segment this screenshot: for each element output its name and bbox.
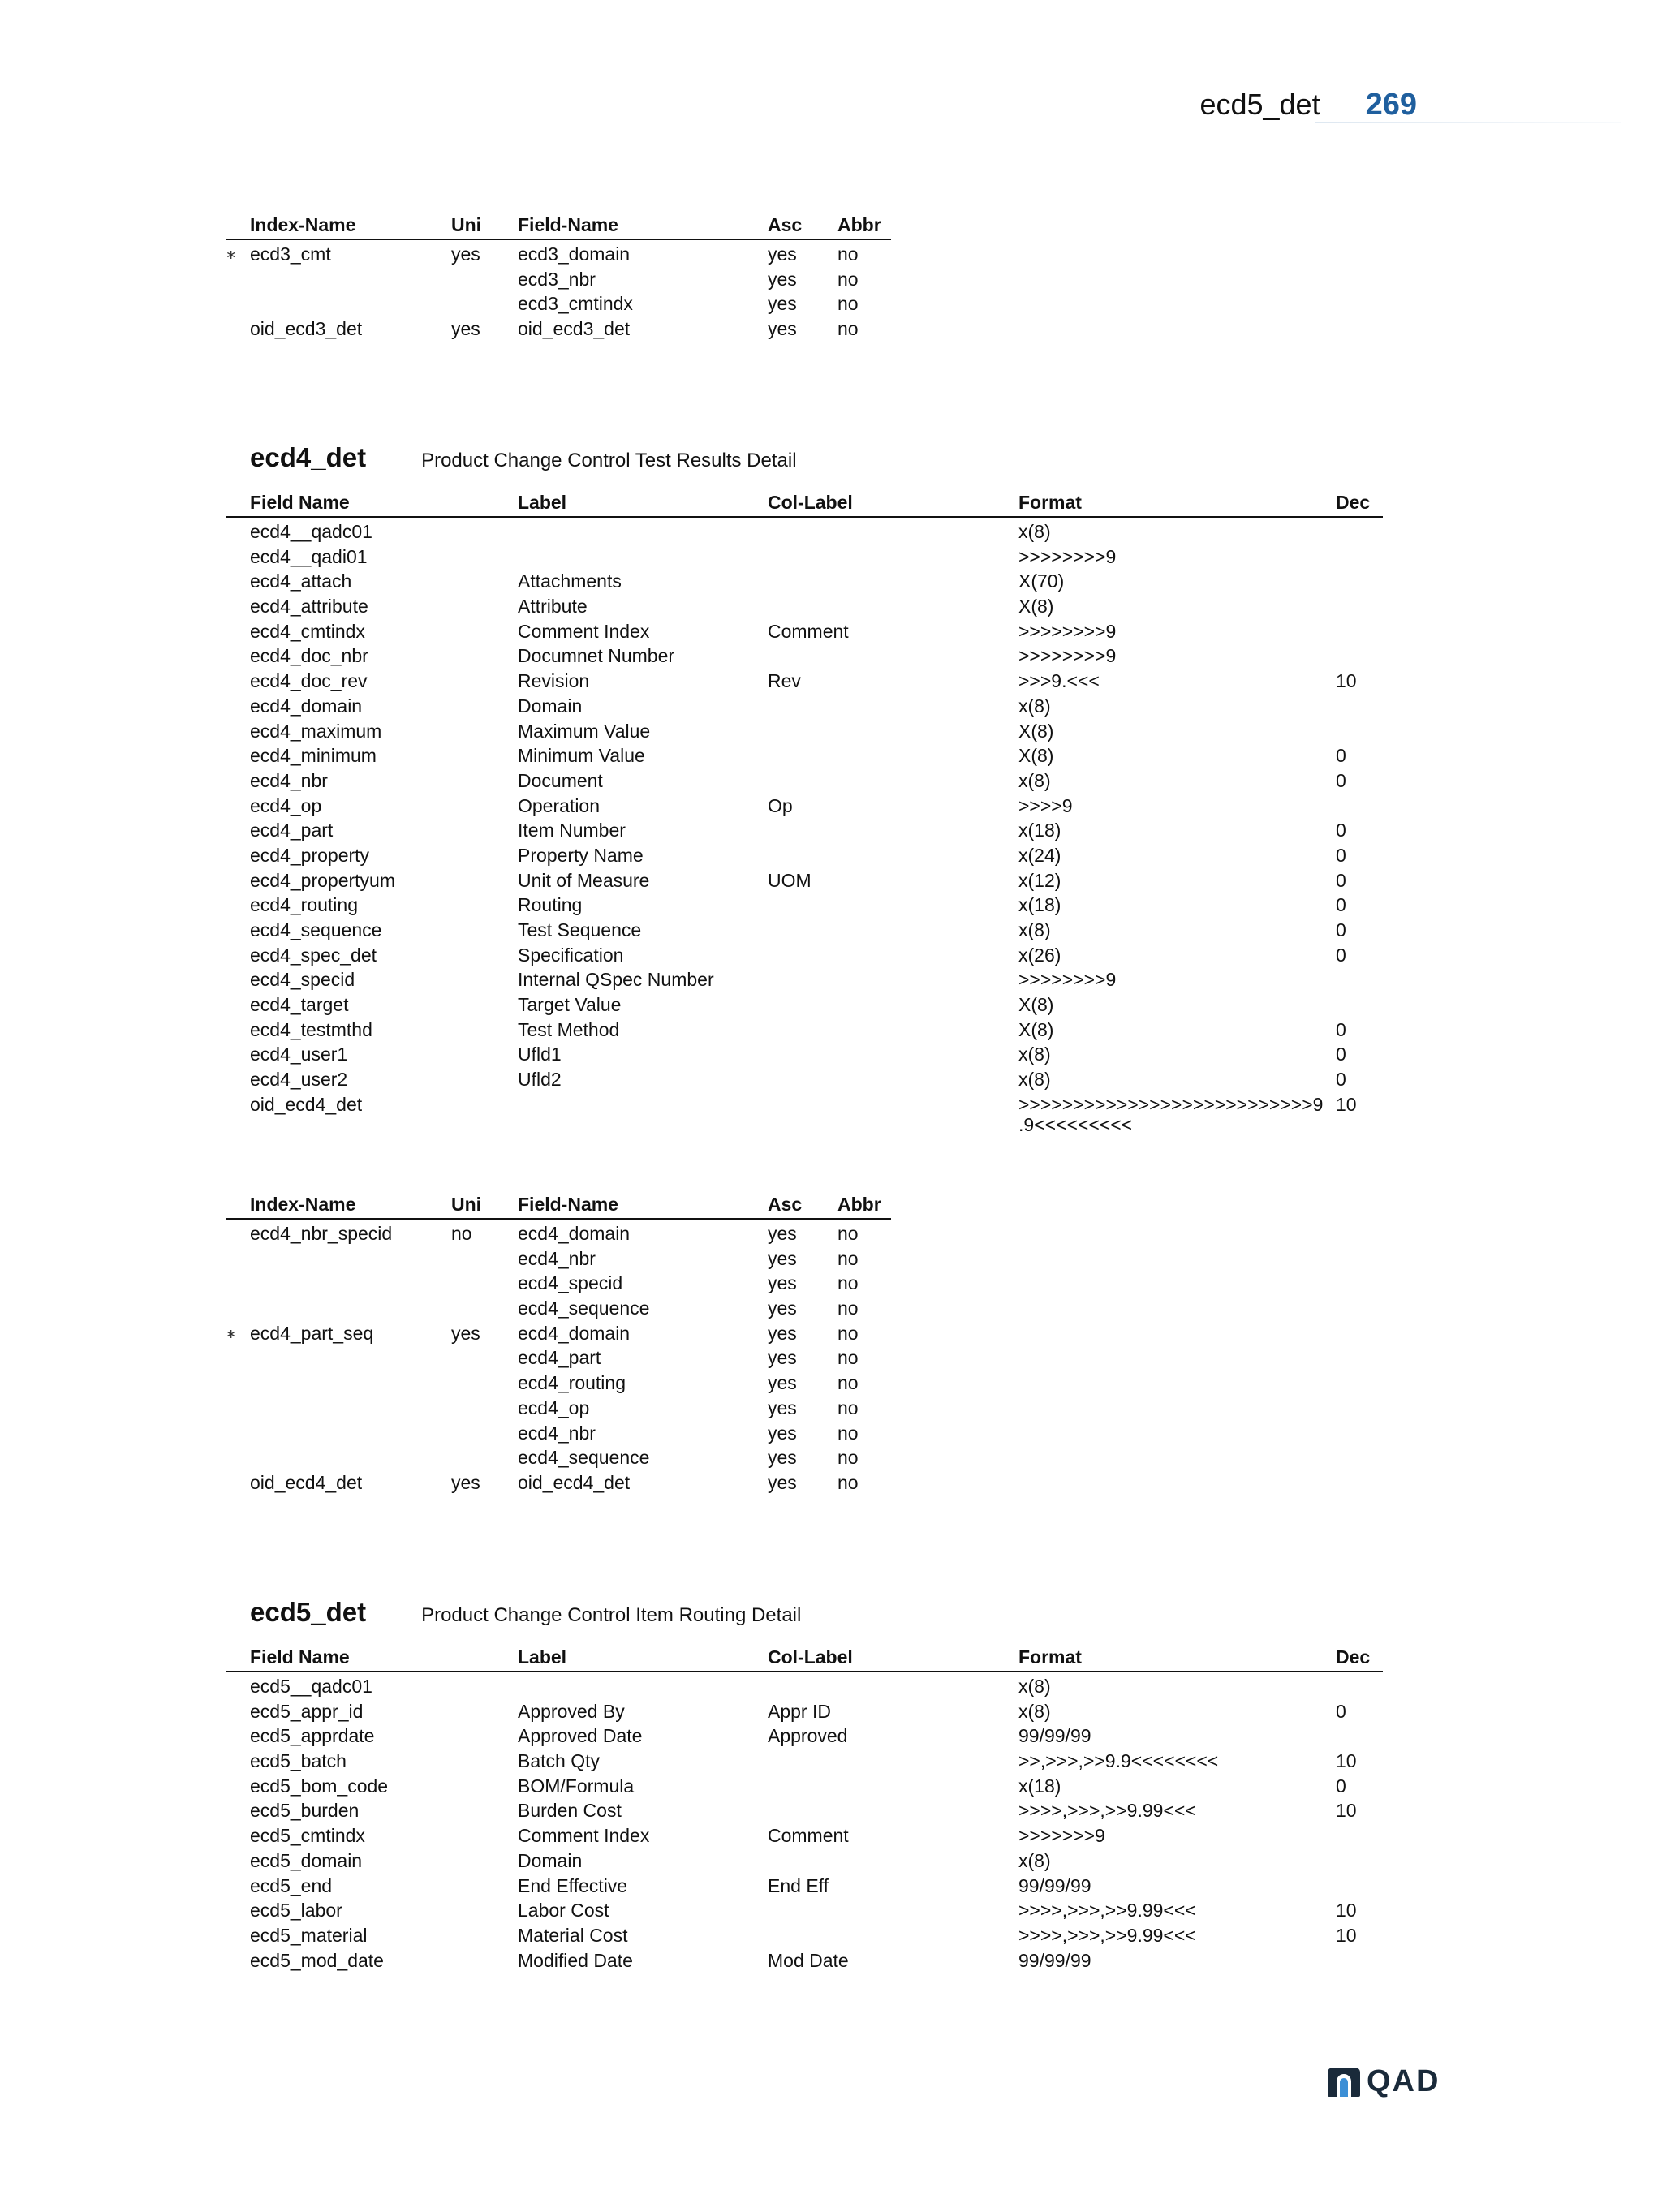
label-cell: Internal QSpec Number	[518, 969, 714, 991]
dec-cell: 10	[1336, 1900, 1357, 1922]
field-name-cell: ecd4_op	[250, 794, 322, 816]
format-cell: X(8)	[1018, 745, 1054, 767]
label-cell: Test Sequence	[518, 919, 642, 940]
ascending-cell: yes	[768, 1223, 797, 1244]
col-label-cell: Approved	[768, 1725, 848, 1747]
dec-cell: 0	[1336, 1044, 1346, 1065]
table-row	[226, 1344, 891, 1369]
unique-cell: no	[451, 1223, 472, 1244]
ascending-cell: yes	[768, 1298, 797, 1319]
label-cell: Comment Index	[518, 1825, 650, 1847]
table-row	[226, 1947, 1383, 1972]
ascending-cell: yes	[768, 243, 797, 265]
table-row	[226, 916, 1383, 941]
abbr-cell: no	[837, 243, 859, 265]
ascending-cell: yes	[768, 1247, 797, 1269]
format-cell: >>>>>>>9	[1018, 1825, 1105, 1847]
label-cell: Unit of Measure	[518, 869, 650, 891]
format-cell: >>>>,>>>,>>9.99<<<	[1018, 1924, 1196, 1946]
header-rule	[1315, 122, 1621, 123]
unique-cell: yes	[451, 1322, 480, 1344]
col-label-cell: Comment	[768, 620, 849, 642]
label-cell: Ufld2	[518, 1069, 562, 1091]
field-name-cell: ecd5_apprdate	[250, 1725, 375, 1747]
format-cell: x(26)	[1018, 944, 1061, 966]
ecd4-index-table	[226, 1194, 891, 1494]
field-name-cell: ecd4_attribute	[250, 596, 368, 618]
ecd3-index-table	[226, 214, 891, 340]
dec-cell: 10	[1336, 670, 1357, 692]
field-name-cell: ecd4_specid	[518, 1272, 623, 1294]
field-name-cell: ecd5_end	[250, 1874, 333, 1896]
field-name-cell: ecd5_material	[250, 1924, 368, 1946]
table-row	[226, 1319, 891, 1345]
label-cell: BOM/Formula	[518, 1775, 635, 1797]
label-cell: Material Cost	[518, 1924, 628, 1946]
format-cell: X(8)	[1018, 994, 1054, 1016]
table-header-row	[226, 214, 891, 240]
format-cell: x(18)	[1018, 1775, 1061, 1797]
table-row	[226, 290, 891, 315]
field-name-cell: ecd4_sequence	[518, 1298, 650, 1319]
abbr-cell: no	[837, 318, 859, 340]
abbr-cell: no	[837, 268, 859, 290]
table-row	[226, 1369, 891, 1394]
table-row	[226, 841, 1383, 867]
abbr-cell: no	[837, 1298, 859, 1319]
table-row	[226, 1469, 891, 1494]
format-cell: x(12)	[1018, 869, 1061, 891]
label-cell: Document	[518, 769, 603, 791]
dec-cell: 0	[1336, 1775, 1346, 1797]
table-row	[226, 692, 1383, 717]
field-name-cell: ecd5_bom_code	[250, 1775, 389, 1797]
index-name-cell: oid_ecd3_det	[250, 318, 363, 340]
label-cell: Operation	[518, 794, 601, 816]
primary-index-marker: ∗	[226, 248, 237, 262]
index-name-cell: oid_ecd4_det	[250, 1471, 363, 1493]
field-name-cell: ecd4_spec_det	[250, 944, 377, 966]
index-name-cell: ecd4_part_seq	[250, 1322, 374, 1344]
column-header: Field Name	[250, 1646, 350, 1668]
col-label-cell: Mod Date	[768, 1949, 849, 1971]
table-row	[226, 315, 891, 340]
format-cell: 99/99/99	[1018, 1874, 1091, 1896]
table-row	[226, 1896, 1383, 1922]
format-cell: X(8)	[1018, 596, 1054, 618]
field-name-cell: ecd5_domain	[250, 1849, 363, 1871]
field-name-cell: oid_ecd4_det	[250, 1093, 363, 1115]
ecd4-table-title	[250, 442, 797, 473]
format-cell: x(8)	[1018, 695, 1051, 717]
label-cell: Approved By	[518, 1700, 625, 1722]
column-header: Abbr	[837, 1194, 881, 1215]
table-row	[226, 618, 1383, 643]
label-cell: Ufld1	[518, 1044, 562, 1065]
format-cell: x(18)	[1018, 894, 1061, 916]
field-name-cell: ecd4_part	[518, 1347, 601, 1369]
field-name-cell: ecd5_labor	[250, 1900, 342, 1922]
field-name-cell: ecd5_burden	[250, 1800, 360, 1822]
field-name-cell: ecd4_attach	[250, 570, 352, 592]
format-cell: >>>>>>>>9	[1018, 545, 1117, 567]
abbr-cell: no	[837, 1422, 859, 1444]
column-header: Label	[518, 1646, 567, 1668]
table-row-continuation	[226, 1113, 1383, 1141]
table-header-row	[226, 1194, 891, 1220]
field-name-cell: oid_ecd3_det	[518, 318, 631, 340]
table-row	[226, 1797, 1383, 1822]
table-row	[226, 816, 1383, 841]
column-header: Dec	[1336, 492, 1371, 513]
table-row	[226, 592, 1383, 618]
label-cell: Minimum Value	[518, 745, 645, 767]
col-label-cell: Rev	[768, 670, 801, 692]
format-cell: >>>>,>>>,>>9.99<<<	[1018, 1900, 1196, 1922]
field-name-cell: ecd4__qadi01	[250, 545, 368, 567]
table-header-row	[226, 1646, 1383, 1672]
ascending-cell: yes	[768, 1347, 797, 1369]
table-row	[226, 767, 1383, 792]
table-row	[226, 1747, 1383, 1772]
format-cell: >>>>>>>>9	[1018, 620, 1117, 642]
table-row	[226, 240, 891, 265]
table-row	[226, 1772, 1383, 1797]
abbr-cell: no	[837, 1322, 859, 1344]
field-name-cell: ecd4_op	[518, 1396, 590, 1418]
field-name-cell: ecd4_property	[250, 844, 370, 866]
abbr-cell: no	[837, 1247, 859, 1269]
format-cell: X(8)	[1018, 1018, 1054, 1040]
field-name-cell: ecd4_sequence	[250, 919, 382, 940]
format-cell: 99/99/99	[1018, 1725, 1091, 1747]
table-row	[226, 1672, 1383, 1698]
table-row	[226, 1922, 1383, 1947]
field-name-cell: ecd5_cmtindx	[250, 1825, 365, 1847]
dec-cell: 10	[1336, 1800, 1357, 1822]
table-name: ecd5_det	[250, 1597, 367, 1627]
table-row	[226, 265, 891, 290]
field-name-cell: ecd4_cmtindx	[250, 620, 365, 642]
column-header: Col-Label	[768, 1646, 853, 1668]
format-cell: x(8)	[1018, 1069, 1051, 1091]
column-header: Col-Label	[768, 492, 853, 513]
label-cell: Domain	[518, 1849, 583, 1871]
page-header	[1199, 88, 1417, 123]
page-number: 269	[1365, 88, 1417, 122]
field-name-cell: ecd4_minimum	[250, 745, 377, 767]
table-description: Product Change Control Item Routing Detail	[421, 1604, 802, 1626]
format-cell: x(24)	[1018, 844, 1061, 866]
format-cell: X(70)	[1018, 570, 1065, 592]
column-header: Uni	[451, 214, 482, 235]
field-name-cell: ecd4_nbr	[518, 1247, 596, 1269]
abbr-cell: no	[837, 1272, 859, 1294]
format-cell: >>,>>>,>>9.9<<<<<<<<	[1018, 1750, 1219, 1772]
table-row	[226, 1016, 1383, 1041]
format-cell: X(8)	[1018, 720, 1054, 742]
table-row	[226, 1245, 891, 1270]
table-row	[226, 1847, 1383, 1872]
abbr-cell: no	[837, 1347, 859, 1369]
label-cell: Routing	[518, 894, 583, 916]
table-row	[226, 941, 1383, 966]
label-cell: Item Number	[518, 820, 626, 841]
field-name-cell: ecd4_routing	[518, 1372, 626, 1394]
unique-cell: yes	[451, 1471, 480, 1493]
column-header: Index-Name	[250, 1194, 356, 1215]
table-row	[226, 792, 1383, 817]
ascending-cell: yes	[768, 1272, 797, 1294]
table-row	[226, 543, 1383, 568]
qad-logo	[1328, 2064, 1440, 2099]
format-cell: x(8)	[1018, 521, 1051, 542]
ascending-cell: yes	[768, 1447, 797, 1469]
table-row	[226, 991, 1383, 1016]
table-row	[226, 867, 1383, 892]
dec-cell: 0	[1336, 869, 1346, 891]
table-row	[226, 1040, 1383, 1065]
table-row	[226, 1722, 1383, 1747]
label-cell: Labor Cost	[518, 1900, 609, 1922]
label-cell: Approved Date	[518, 1725, 643, 1747]
dec-cell: 0	[1336, 919, 1346, 940]
table-row	[226, 1220, 891, 1245]
column-header: Label	[518, 492, 567, 513]
ascending-cell: yes	[768, 1372, 797, 1394]
table-row	[226, 966, 1383, 991]
table-row	[226, 1698, 1383, 1723]
dec-cell: 0	[1336, 944, 1346, 966]
table-row	[226, 567, 1383, 592]
table-row	[226, 1444, 891, 1469]
format-cell: >>>9.<<<	[1018, 670, 1100, 692]
field-name-cell: ecd4_nbr	[518, 1422, 596, 1444]
abbr-cell: no	[837, 1396, 859, 1418]
dec-cell: 0	[1336, 1700, 1346, 1722]
ecd5-field-table	[226, 1646, 1383, 1971]
dec-cell: 0	[1336, 769, 1346, 791]
ecd4-field-table	[226, 492, 1383, 1140]
format-cell: x(8)	[1018, 769, 1051, 791]
field-name-cell: ecd4_doc_rev	[250, 670, 368, 692]
column-header: Format	[1018, 492, 1082, 513]
label-cell: Comment Index	[518, 620, 650, 642]
column-header: Field-Name	[518, 1194, 618, 1215]
table-row	[226, 1394, 891, 1419]
label-cell: Property Name	[518, 844, 644, 866]
index-name-cell: ecd3_cmt	[250, 243, 331, 265]
field-name-cell: ecd4_sequence	[518, 1447, 650, 1469]
qad-logo-text: QAD	[1367, 2064, 1440, 2098]
table-row	[226, 667, 1383, 692]
table-row	[226, 518, 1383, 543]
dec-cell: 0	[1336, 1018, 1346, 1040]
label-cell: Specification	[518, 944, 624, 966]
dec-cell: 0	[1336, 1069, 1346, 1091]
primary-index-marker: ∗	[226, 1327, 237, 1341]
ascending-cell: yes	[768, 293, 797, 315]
column-header: Asc	[768, 1194, 803, 1215]
column-header: Format	[1018, 1646, 1082, 1668]
column-header: Asc	[768, 214, 803, 235]
field-name-cell: ecd4_user1	[250, 1044, 348, 1065]
field-name-cell: ecd4__qadc01	[250, 521, 372, 542]
field-name-cell: ecd3_nbr	[518, 268, 596, 290]
label-cell: Documnet Number	[518, 645, 675, 667]
format-cell: >>>>9	[1018, 794, 1073, 816]
dec-cell: 0	[1336, 820, 1346, 841]
column-header: Dec	[1336, 1646, 1371, 1668]
field-name-cell: ecd4_domain	[518, 1322, 631, 1344]
field-name-cell: ecd4_testmthd	[250, 1018, 372, 1040]
label-cell: Revision	[518, 670, 590, 692]
field-name-cell: ecd4_user2	[250, 1069, 348, 1091]
label-cell: Modified Date	[518, 1949, 633, 1971]
index-name-cell: ecd4_nbr_specid	[250, 1223, 393, 1244]
table-row	[226, 1822, 1383, 1847]
label-cell: Attachments	[518, 570, 622, 592]
label-cell: End Effective	[518, 1874, 628, 1896]
field-name-cell: ecd5_batch	[250, 1750, 347, 1772]
dec-cell: 10	[1336, 1750, 1357, 1772]
format-cell-continuation: .9<<<<<<<<<	[1018, 1113, 1133, 1135]
abbr-cell: no	[837, 1471, 859, 1493]
field-name-cell: ecd5__qadc01	[250, 1676, 372, 1697]
field-name-cell: ecd4_part	[250, 820, 334, 841]
field-name-cell: ecd4_doc_nbr	[250, 645, 368, 667]
column-header: Field-Name	[518, 214, 618, 235]
col-label-cell: Comment	[768, 1825, 849, 1847]
dec-cell: 0	[1336, 745, 1346, 767]
ascending-cell: yes	[768, 1322, 797, 1344]
field-name-cell: ecd4_routing	[250, 894, 358, 916]
col-label-cell: Appr ID	[768, 1700, 831, 1722]
unique-cell: yes	[451, 318, 480, 340]
qad-logo-icon	[1328, 2068, 1360, 2097]
field-name-cell: ecd5_mod_date	[250, 1949, 384, 1971]
label-cell: Burden Cost	[518, 1800, 622, 1822]
table-row	[226, 891, 1383, 916]
label-cell: Domain	[518, 695, 583, 717]
column-header: Field Name	[250, 492, 350, 513]
table-header-row	[226, 492, 1383, 518]
table-name: ecd4_det	[250, 442, 367, 472]
section-title: ecd5_det	[1199, 88, 1320, 121]
label-cell: Attribute	[518, 596, 588, 618]
column-header: Uni	[451, 1194, 482, 1215]
field-name-cell: ecd4_target	[250, 994, 349, 1016]
label-cell: Batch Qty	[518, 1750, 600, 1772]
col-label-cell: End Eff	[768, 1874, 829, 1896]
table-row	[226, 1419, 891, 1444]
abbr-cell: no	[837, 293, 859, 315]
ascending-cell: yes	[768, 1471, 797, 1493]
format-cell: >>>>>>>>9	[1018, 969, 1117, 991]
unique-cell: yes	[451, 243, 480, 265]
table-row	[226, 1269, 891, 1294]
abbr-cell: no	[837, 1372, 859, 1394]
col-label-cell: Op	[768, 794, 793, 816]
ecd5-table-title	[250, 1597, 801, 1628]
format-cell: >>>>,>>>,>>9.99<<<	[1018, 1800, 1196, 1822]
field-name-cell: ecd3_domain	[518, 243, 631, 265]
field-name-cell: ecd3_cmtindx	[518, 293, 633, 315]
dec-cell: 10	[1336, 1093, 1357, 1115]
format-cell: 99/99/99	[1018, 1949, 1091, 1971]
dec-cell: 10	[1336, 1924, 1357, 1946]
format-cell: x(18)	[1018, 820, 1061, 841]
field-name-cell: ecd4_domain	[250, 695, 363, 717]
dec-cell: 0	[1336, 844, 1346, 866]
format-cell: x(8)	[1018, 1849, 1051, 1871]
column-header: Abbr	[837, 214, 881, 235]
format-cell: x(8)	[1018, 1676, 1051, 1697]
table-row	[226, 1065, 1383, 1091]
col-label-cell: UOM	[768, 869, 812, 891]
format-cell: >>>>>>>>>>>>>>>>>>>>>>>>>>>9	[1018, 1093, 1324, 1115]
table-description: Product Change Control Test Results Detail	[421, 450, 797, 471]
field-name-cell: ecd4_maximum	[250, 720, 382, 742]
table-row	[226, 1872, 1383, 1897]
dec-cell: 0	[1336, 894, 1346, 916]
field-name-cell: oid_ecd4_det	[518, 1471, 631, 1493]
field-name-cell: ecd4_specid	[250, 969, 355, 991]
field-name-cell: ecd5_appr_id	[250, 1700, 364, 1722]
column-header: Index-Name	[250, 214, 356, 235]
label-cell: Maximum Value	[518, 720, 651, 742]
field-name-cell: ecd4_nbr	[250, 769, 328, 791]
table-row	[226, 1091, 1383, 1116]
abbr-cell: no	[837, 1447, 859, 1469]
ascending-cell: yes	[768, 1396, 797, 1418]
label-cell: Test Method	[518, 1018, 620, 1040]
format-cell: x(8)	[1018, 1700, 1051, 1722]
label-cell: Target Value	[518, 994, 622, 1016]
format-cell: >>>>>>>>9	[1018, 645, 1117, 667]
table-row	[226, 1294, 891, 1319]
format-cell: x(8)	[1018, 1044, 1051, 1065]
format-cell: x(8)	[1018, 919, 1051, 940]
table-row	[226, 742, 1383, 767]
ascending-cell: yes	[768, 268, 797, 290]
field-name-cell: ecd4_domain	[518, 1223, 631, 1244]
ascending-cell: yes	[768, 1422, 797, 1444]
table-row	[226, 717, 1383, 742]
abbr-cell: no	[837, 1223, 859, 1244]
table-row	[226, 642, 1383, 667]
field-name-cell: ecd4_propertyum	[250, 869, 395, 891]
ascending-cell: yes	[768, 318, 797, 340]
